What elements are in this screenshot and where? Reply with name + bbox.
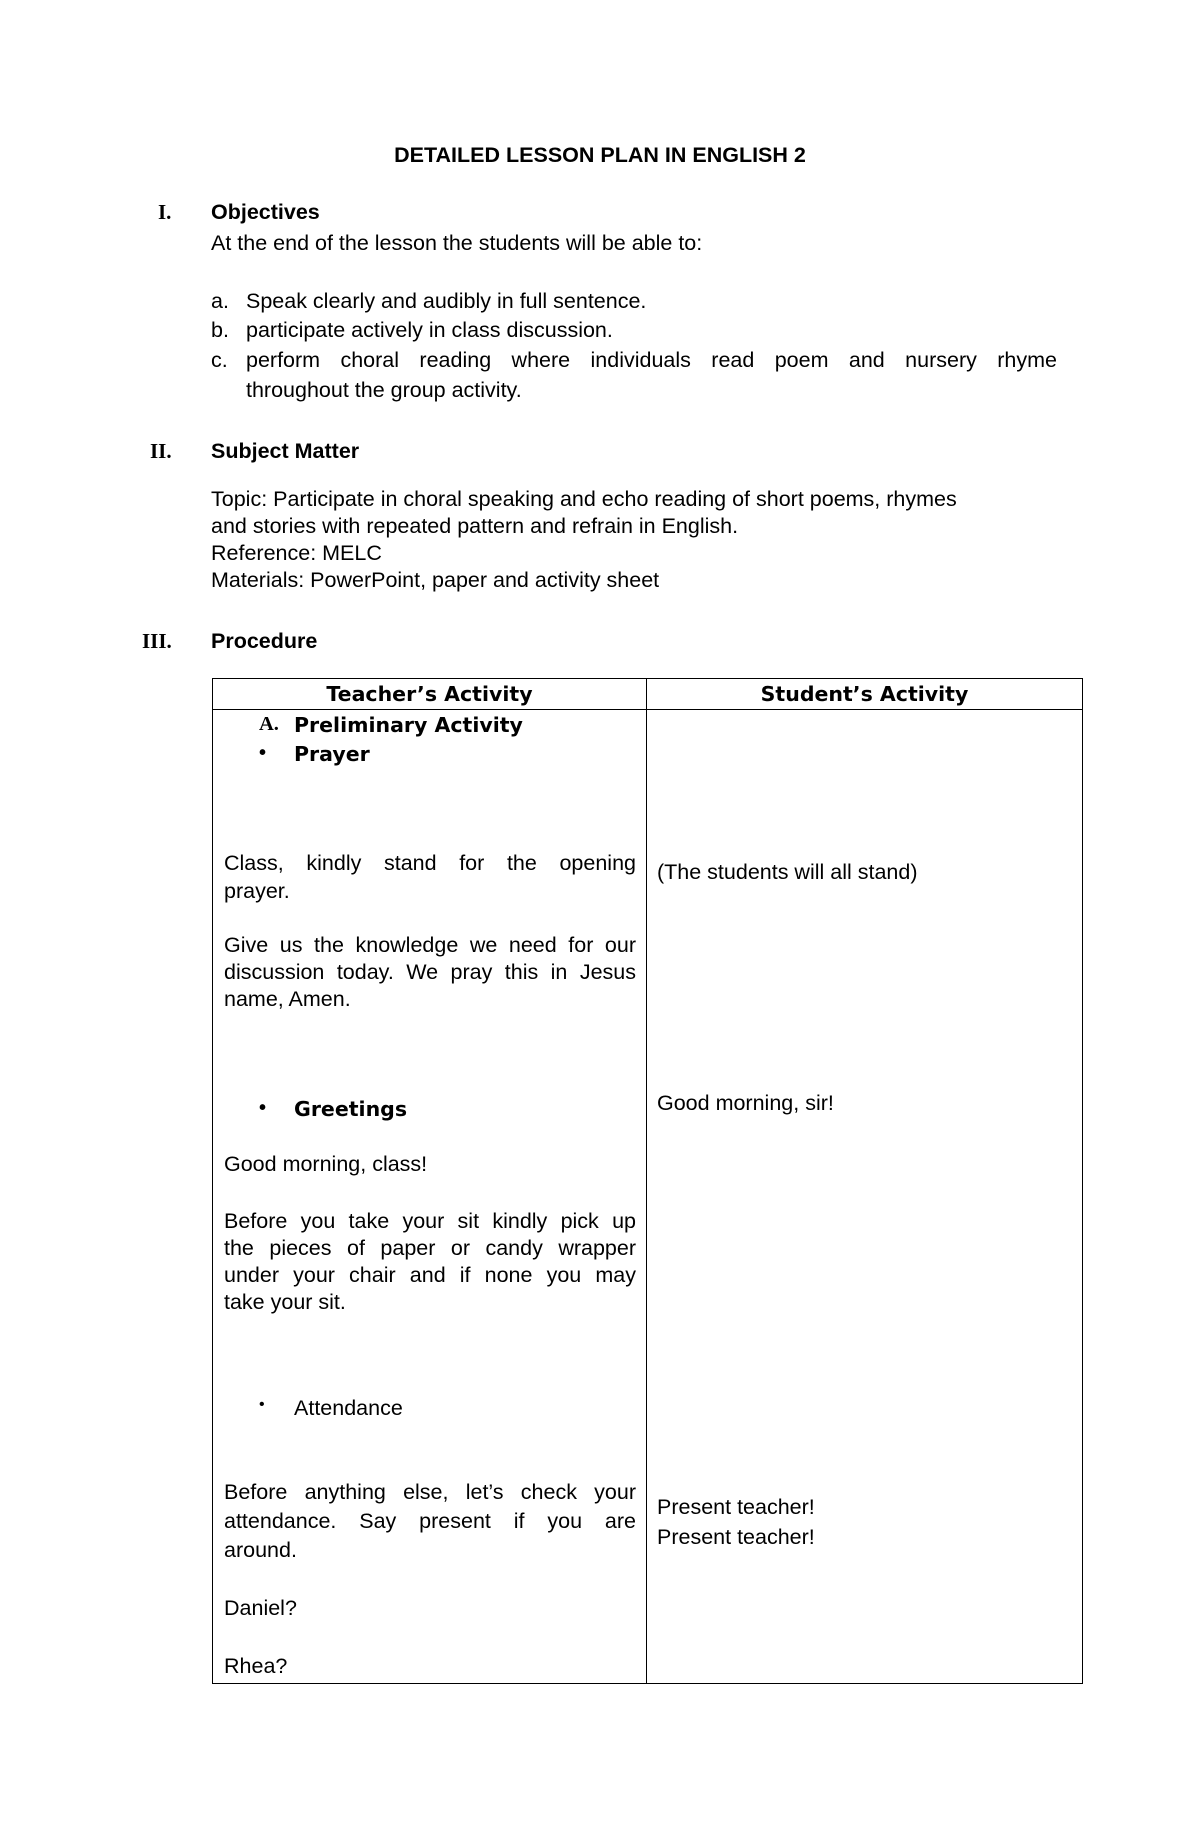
topic-line-1: Topic: Participate in choral speaking and echo reading of short poems, rhymes xyxy=(211,487,957,511)
prayer-text-line1: Give us the knowledge we need for our xyxy=(224,933,636,957)
page-title: DETAILED LESSON PLAN IN ENGLISH 2 xyxy=(394,143,806,167)
objective-marker-b: b. xyxy=(211,318,229,342)
objective-marker-c: c. xyxy=(211,348,228,372)
prayer-label: Prayer xyxy=(294,742,370,766)
attendance-instruction-line3: around. xyxy=(224,1538,297,1562)
student-present-response-1: Present teacher! xyxy=(657,1495,815,1519)
prayer-text-line2: discussion today. We pray this in Jesus xyxy=(224,960,636,984)
sit-instruction-line2: the pieces of paper or candy wrapper xyxy=(224,1236,636,1260)
student-activity-cell xyxy=(647,710,1083,1684)
teacher-activity-cell xyxy=(213,710,647,1684)
prayer-bullet: • xyxy=(259,742,267,764)
objective-item-b: participate actively in class discussion. xyxy=(246,318,613,342)
attendance-label: Attendance xyxy=(294,1396,403,1420)
sit-instruction-line1: Before you take your sit kindly pick up xyxy=(224,1209,636,1233)
good-morning-class: Good morning, class! xyxy=(224,1152,428,1176)
student-stand-response: (The students will all stand) xyxy=(657,860,918,884)
objective-item-a: Speak clearly and audibly in full sentence. xyxy=(246,289,647,313)
section-heading-subject-matter: Subject Matter xyxy=(211,439,360,463)
table-row xyxy=(213,710,1083,1684)
student-present-response-2: Present teacher! xyxy=(657,1525,815,1549)
prelim-label: Preliminary Activity xyxy=(294,713,523,737)
stand-instruction-line1: Class, kindly stand for the opening xyxy=(224,851,636,875)
greetings-label: Greetings xyxy=(294,1097,408,1121)
attendance-instruction-line1: Before anything else, let’s check your xyxy=(224,1480,636,1504)
materials-line: Materials: PowerPoint, paper and activity sheet xyxy=(211,568,660,592)
objective-item-c-line1: perform choral reading where individuals read poem and nursery rhyme xyxy=(246,348,1057,372)
table-header-row xyxy=(213,679,1083,710)
stand-instruction-line2: prayer. xyxy=(224,879,290,903)
header-teachers-activity: Teacher’s Activity xyxy=(213,679,647,710)
section-numeral-objectives: I. xyxy=(158,200,172,224)
sit-instruction-line4: take your sit. xyxy=(224,1290,346,1314)
greetings-bullet: • xyxy=(259,1097,267,1119)
procedure-table xyxy=(212,678,1083,1684)
roll-call-rhea: Rhea? xyxy=(224,1654,288,1678)
prayer-text-line3: name, Amen. xyxy=(224,987,351,1011)
objectives-intro: At the end of the lesson the students will be able to: xyxy=(211,231,703,255)
objective-marker-a: a. xyxy=(211,289,229,313)
section-heading-procedure: Procedure xyxy=(211,629,318,653)
roll-call-daniel: Daniel? xyxy=(224,1596,297,1620)
header-students-activity: Student’s Activity xyxy=(647,679,1083,710)
attendance-instruction-line2: attendance. Say present if you are xyxy=(224,1509,636,1533)
prelim-marker: A. xyxy=(259,713,279,735)
attendance-bullet: • xyxy=(259,1396,265,1413)
topic-line-2: and stories with repeated pattern and refrain in English. xyxy=(211,514,739,538)
section-numeral-procedure: III. xyxy=(142,629,172,653)
student-greeting-response: Good morning, sir! xyxy=(657,1091,834,1115)
section-numeral-subject-matter: II. xyxy=(150,439,172,463)
objective-item-c-line2: throughout the group activity. xyxy=(246,378,522,402)
sit-instruction-line3: under your chair and if none you may xyxy=(224,1263,636,1287)
section-heading-objectives: Objectives xyxy=(211,200,320,224)
reference-line: Reference: MELC xyxy=(211,541,382,565)
